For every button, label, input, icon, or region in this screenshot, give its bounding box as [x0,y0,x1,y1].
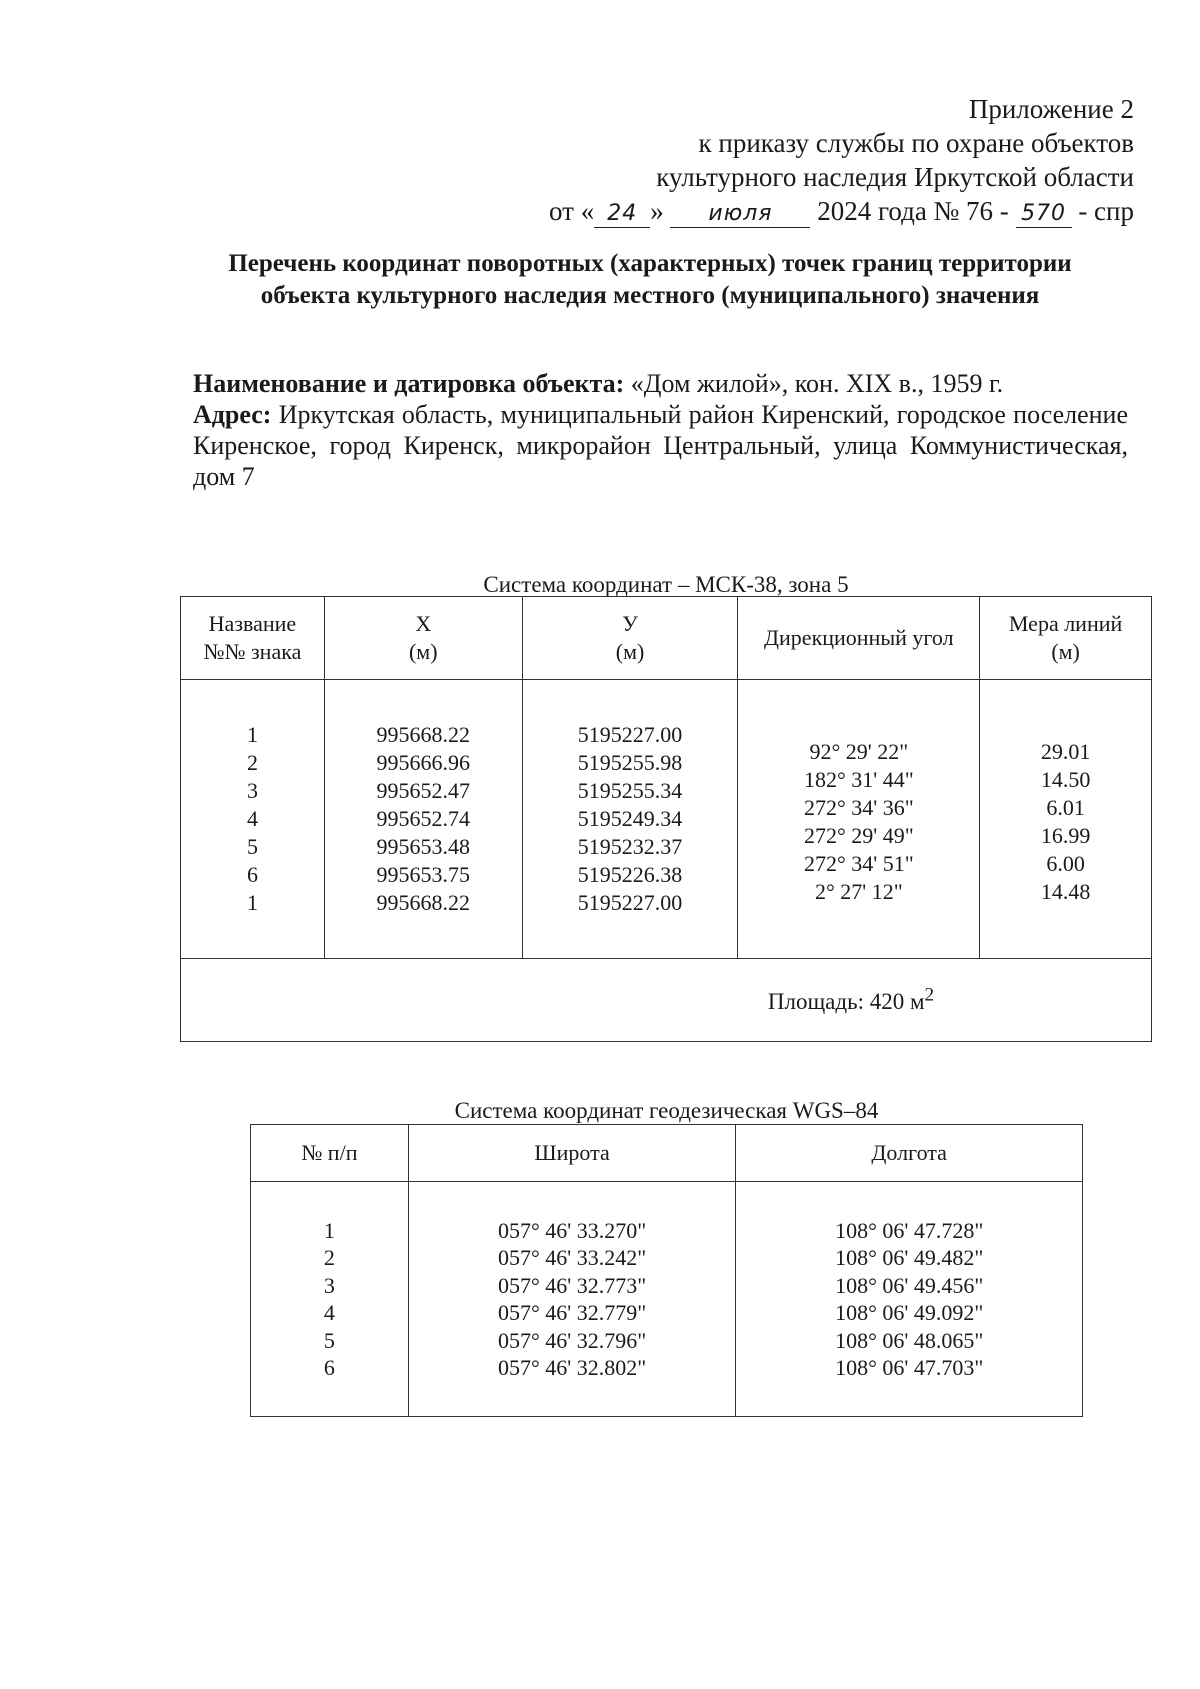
msk-point-number: 2 [246,750,258,775]
msk-point-number: 1 [246,722,258,747]
msk-point-number: 6 [246,862,258,887]
wgs-header-row [251,1125,1083,1182]
header-direction-angle: Дирекционный угол [738,597,980,680]
msk-line-length: 16.99 [1040,823,1091,848]
wgs-latitude: 057° 46' 32.779" [497,1300,647,1325]
wgs-longitude: 108° 06' 48.065" [835,1327,984,1353]
wgs-point-number: 6 [323,1355,335,1380]
appendix-date-line [549,194,1134,228]
wgs-longitude: 108° 06' 49.482" [835,1245,984,1270]
msk-x-value: 995666.96 [376,750,471,775]
wgs-point-number: 5 [323,1327,335,1353]
msk-y-value: 5195255.34 [577,778,683,803]
wgs-point-number: 2 [323,1245,335,1270]
date-prefix: от « [549,196,595,226]
msk-point-number: 3 [246,778,258,803]
msk-point-number: 1 [246,890,258,915]
msk-x-value: 995668.22 [376,722,471,747]
msk-y-cell [522,680,738,959]
wgs-point-number: 3 [323,1272,335,1298]
handwritten-month: июля [670,201,810,228]
msk-x-value: 995668.22 [376,890,471,915]
object-name-line [193,368,1128,399]
msk-point-number: 5 [246,834,258,859]
appendix-authority-line: культурного наследия Иркутской области [656,162,1134,192]
msk-y-value: 5195255.98 [577,750,683,775]
wgs-latitude: 057° 46' 32.802" [497,1355,647,1380]
header-line-length: Мера линий (м) [980,597,1152,680]
msk-x-cell [324,680,522,959]
wgs-longitude: 108° 06' 49.456" [835,1272,984,1298]
msk-data-row [181,680,1152,959]
msk-y-value: 5195249.34 [577,806,683,831]
wgs-coordinates-table [250,1124,1083,1417]
header-y: У (м) [522,597,738,680]
date-year-text: 2024 года № 76 - [817,196,1009,226]
header-point-name: Название №№ знака [181,597,325,680]
object-address-line [193,399,1128,492]
wgs-data-row [251,1182,1083,1417]
msk-direction-angle: 272° 34' 51" [803,851,914,876]
appendix-order-line: к приказу службы по охране объектов [698,128,1134,158]
msk-direction-angle: 2° 27' 12" [814,879,903,904]
appendix-header [549,92,1134,228]
wgs-longitude: 108° 06' 47.728" [835,1217,984,1243]
msk-direction-angle: 272° 34' 36" [803,795,914,820]
object-name-value: «Дом жилой», кон. XIX в., 1959 г. [630,369,1004,398]
date-day-close: » [650,196,664,226]
msk-points-cell [181,680,325,959]
header-x: X (м) [324,597,522,680]
msk-x-value: 995652.74 [376,806,471,831]
msk-line-length: 14.50 [1040,767,1091,792]
wgs-latitude: 057° 46' 33.270" [497,1217,647,1243]
msk-y-value: 5195227.00 [577,722,683,747]
msk-y-value: 5195232.37 [577,834,683,859]
document-title: Перечень координат поворотных (характерных) точек границ территории объекта культурного наследия местного (муниципального) значения [228,250,1072,309]
object-info [193,368,1128,492]
msk-line-length: 14.48 [1040,879,1091,904]
msk-x-value: 995653.48 [376,834,471,859]
msk-y-value: 5195226.38 [577,862,683,887]
msk-line-length: 29.01 [1040,739,1091,764]
msk-header-row [181,597,1152,680]
msk-line-length: 6.00 [1046,851,1085,876]
msk-lengths-cell [980,680,1152,959]
object-address-label: Адрес: [193,400,272,429]
msk-table-caption: Система координат – МСК-38, зона 5 [483,572,849,597]
wgs-table-caption: Система координат геодезическая WGS–84 [454,1098,879,1123]
wgs-point-number: 1 [323,1217,335,1243]
msk-direction-angle: 272° 29' 49" [803,823,914,848]
msk-y-value: 5195227.00 [577,890,683,915]
wgs-longitude: 108° 06' 47.703" [835,1355,984,1380]
handwritten-order-number: 570 [1016,201,1072,228]
object-address-value: Иркутская область, муниципальный район Киренский, городское поселение Киренское, город Киренск, микрорайон Центральный, улица Коммунистическая, дом 7 [193,400,1128,491]
wgs-latitude: 057° 46' 32.796" [497,1327,647,1353]
msk-x-value: 995653.75 [376,862,471,887]
wgs-point-number: 4 [323,1300,335,1325]
msk-coordinates-table [180,596,1152,1042]
msk-point-number: 4 [246,806,258,831]
wgs-points-cell [251,1182,409,1417]
object-name-label: Наименование и датировка объекта: [193,369,625,398]
wgs-lat-cell [408,1182,736,1417]
header-number: № п/п [251,1125,409,1182]
wgs-longitude: 108° 06' 49.092" [835,1300,984,1325]
msk-direction-angle: 182° 31' 44" [803,767,914,792]
msk-line-length: 6.01 [1046,795,1085,820]
msk-x-value: 995652.47 [376,778,471,803]
msk-area-row [181,959,1152,1042]
msk-angles-cell [738,680,980,959]
wgs-latitude: 057° 46' 33.242" [497,1245,647,1270]
msk-direction-angle: 92° 29' 22" [809,739,909,764]
wgs-lon-cell [736,1182,1083,1417]
wgs-latitude: 057° 46' 32.773" [497,1272,647,1298]
area-value: Площадь: 420 $м^2$ [767,984,935,1015]
header-latitude: Широта [408,1125,736,1182]
area-cell [181,959,1152,1042]
handwritten-day: 24 [594,201,650,228]
appendix-number: Приложение 2 [968,94,1134,124]
order-suffix: - спр [1078,196,1134,226]
header-longitude: Долгота [736,1125,1083,1182]
